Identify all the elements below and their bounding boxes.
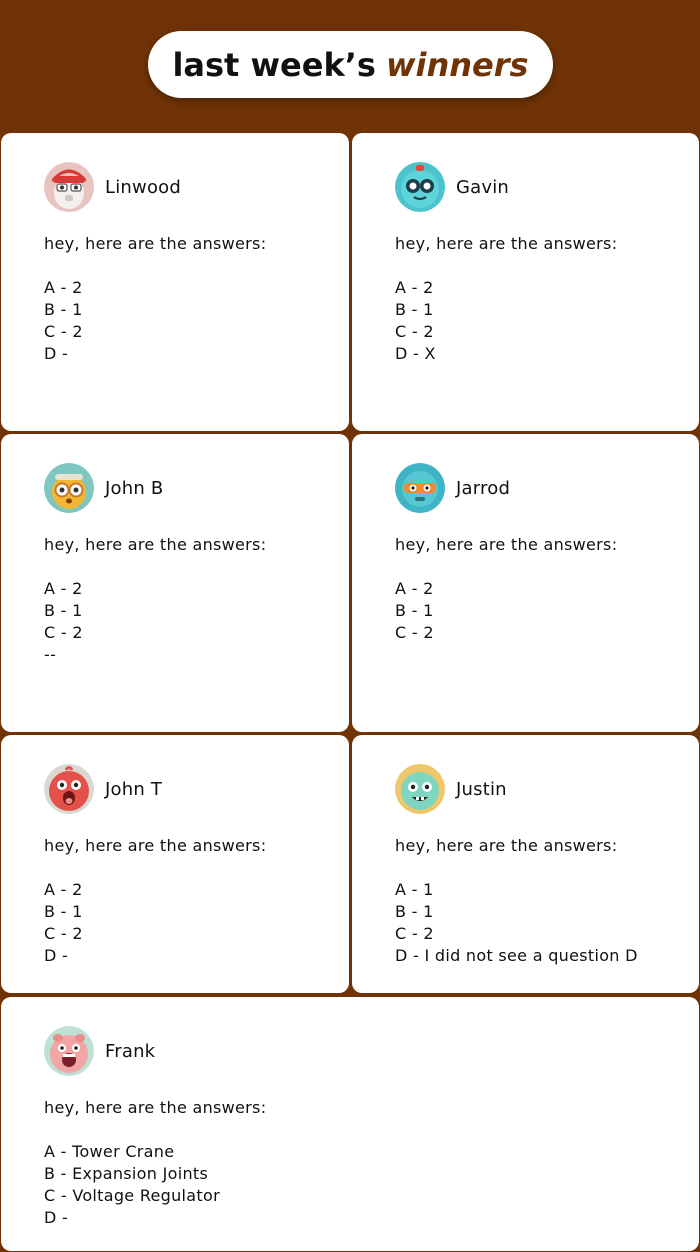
answer-line: B - 1 bbox=[395, 601, 434, 620]
winner-card-john-t bbox=[1, 735, 349, 993]
page-title bbox=[148, 31, 553, 98]
message-intro: hey, here are the answers: bbox=[395, 535, 618, 554]
answer-line: D - I did not see a question D bbox=[395, 946, 638, 965]
winner-name: Jarrod bbox=[456, 477, 511, 499]
winner-card-frank bbox=[1, 997, 699, 1251]
answer-line: B - 1 bbox=[395, 902, 434, 921]
message-body bbox=[395, 835, 638, 967]
answer-line: D - bbox=[44, 946, 69, 965]
message-intro: hey, here are the answers: bbox=[395, 836, 618, 855]
answer-line: B - 1 bbox=[44, 601, 83, 620]
message-body bbox=[44, 1097, 266, 1229]
teal-robot-avatar-icon bbox=[395, 162, 445, 212]
answer-line: A - 2 bbox=[44, 880, 83, 899]
answer-line: D - bbox=[44, 1208, 69, 1227]
answer-line: A - Tower Crane bbox=[44, 1142, 175, 1161]
message-body bbox=[44, 534, 266, 666]
message-intro: hey, here are the answers: bbox=[44, 535, 267, 554]
answer-line: D - X bbox=[395, 344, 436, 363]
winner-name: Frank bbox=[105, 1040, 156, 1062]
message-intro: hey, here are the answers: bbox=[44, 234, 267, 253]
answer-line: A - 2 bbox=[44, 278, 83, 297]
message-intro: hey, here are the answers: bbox=[44, 1098, 267, 1117]
message-spacer bbox=[44, 255, 266, 277]
message-spacer bbox=[395, 857, 638, 879]
answer-line: C - 2 bbox=[395, 322, 434, 341]
title-accent: winners bbox=[385, 45, 529, 84]
answer-line: B - 1 bbox=[44, 902, 83, 921]
winner-card-justin bbox=[352, 735, 699, 993]
winner-card-john-b bbox=[1, 434, 349, 732]
winner-name: Justin bbox=[456, 778, 507, 800]
message-spacer bbox=[395, 556, 617, 578]
answer-line: C - 2 bbox=[395, 623, 434, 642]
message-spacer bbox=[44, 1119, 266, 1141]
answer-line: C - 2 bbox=[44, 924, 83, 943]
answer-line: D - bbox=[44, 344, 69, 363]
message-body bbox=[395, 233, 617, 365]
answer-line: C - 2 bbox=[44, 322, 83, 341]
message-spacer bbox=[44, 556, 266, 578]
red-monster-avatar-icon bbox=[44, 764, 94, 814]
answer-line: A - 2 bbox=[44, 579, 83, 598]
answer-line: A - 2 bbox=[395, 579, 434, 598]
winner-name: John B bbox=[105, 477, 164, 499]
title-main: last week’s bbox=[172, 45, 376, 84]
message-intro: hey, here are the answers: bbox=[44, 836, 267, 855]
answer-line: A - 2 bbox=[395, 278, 434, 297]
answer-line: B - Expansion Joints bbox=[44, 1164, 209, 1183]
winner-name: Linwood bbox=[105, 176, 182, 198]
message-spacer bbox=[395, 255, 617, 277]
winner-card-jarrod bbox=[352, 434, 699, 732]
answer-line: C - Voltage Regulator bbox=[44, 1186, 220, 1205]
message-body bbox=[395, 534, 617, 644]
message-spacer bbox=[44, 857, 266, 879]
green-monster-avatar-icon bbox=[395, 764, 445, 814]
pink-pig-avatar-icon bbox=[44, 1026, 94, 1076]
message-body bbox=[44, 835, 266, 967]
answer-line: B - 1 bbox=[395, 300, 434, 319]
robot-cap-avatar-icon bbox=[44, 162, 94, 212]
message-intro: hey, here are the answers: bbox=[395, 234, 618, 253]
answer-line: C - 2 bbox=[44, 623, 83, 642]
winner-card-gavin bbox=[352, 133, 699, 431]
message-body bbox=[44, 233, 266, 365]
answer-line: -- bbox=[44, 645, 57, 664]
winner-name: Gavin bbox=[456, 176, 510, 198]
yellow-goggles-avatar-icon bbox=[44, 463, 94, 513]
winner-name: John T bbox=[105, 778, 163, 800]
answer-line: C - 2 bbox=[395, 924, 434, 943]
answer-line: A - 1 bbox=[395, 880, 434, 899]
winner-card-linwood bbox=[1, 133, 349, 431]
teal-robot-goggles-avatar-icon bbox=[395, 463, 445, 513]
answer-line: B - 1 bbox=[44, 300, 83, 319]
